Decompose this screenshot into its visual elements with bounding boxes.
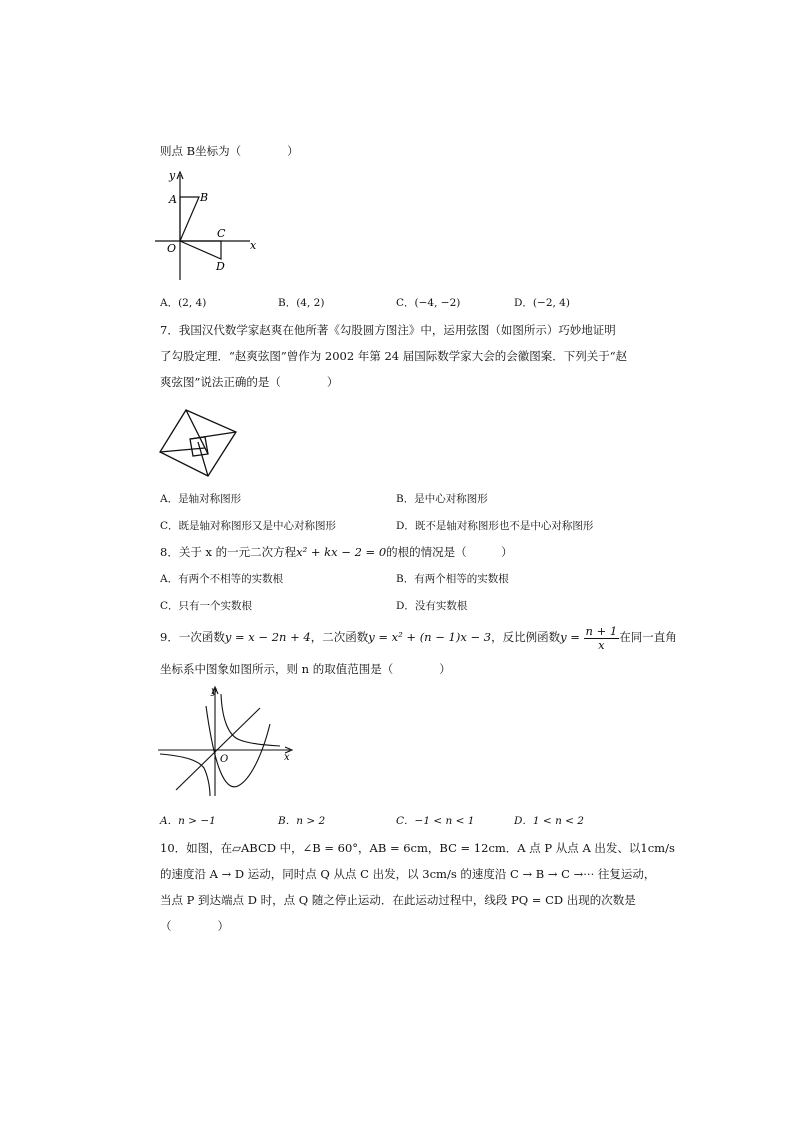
- q9-y-label: y: [211, 686, 217, 697]
- q9-eq3-lhs: y =: [560, 630, 580, 644]
- q8-equation: x² + kx − 2 = 0: [296, 545, 387, 559]
- q9-option-a: A．n > −1: [160, 815, 216, 827]
- q6-x-label: x: [250, 239, 257, 252]
- q10-line1: 10．如图，在▱ABCD 中，∠B = 60°，AB = 6cm，BC = 12cm．A 点 P 从点 A 出发、以1cm/s: [160, 841, 675, 855]
- q8-pre: 8．关于 x 的一元二次方程: [160, 545, 297, 559]
- q9-post: 在同一直角: [619, 630, 677, 644]
- q7-line1: 7．我国汉代数学家赵爽在他所著《勾股圆方图注》中，运用弦图（如图所示）巧妙地证明: [160, 323, 616, 337]
- q9-eq1: y = x − 2n + 4: [224, 630, 311, 644]
- q9-x-label: x: [284, 752, 290, 763]
- q9-option-d: D．1 < n < 2: [514, 815, 584, 827]
- q6-option-c: C．(−4, −2): [396, 297, 461, 309]
- q7-option-a: A．是轴对称图形: [160, 493, 242, 505]
- q6-O-label: O: [167, 242, 177, 255]
- q6-option-b: B．(4, 2): [278, 297, 325, 309]
- q7-option-b: B．是中心对称图形: [396, 493, 488, 505]
- q6-C-label: C: [217, 227, 226, 240]
- q9-mid2: ，反比例函数: [491, 630, 561, 644]
- q7-line3: 爽弦图”说法正确的是（ ）: [160, 375, 339, 389]
- q9-option-c: C．−1 < n < 1: [396, 815, 475, 827]
- q9-eq3-denominator: x: [598, 637, 605, 652]
- q8-option-a: A．有两个不相等的实数根: [160, 573, 284, 585]
- q6-option-d: D．(−2, 4): [514, 297, 570, 309]
- q8-post: 的根的情况是（ ）: [386, 545, 513, 559]
- q8-option-c: C．只有一个实数根: [160, 600, 253, 612]
- q9-eq2: y = x² + (n − 1)x − 3: [368, 630, 492, 644]
- q10-line3: 当点 P 到达端点 D 时，点 Q 随之停止运动．在此运动过程中，线段 PQ = CD 出现的次数是: [160, 893, 636, 907]
- q6-option-a: A．(2, 4): [160, 297, 207, 309]
- q7-line2: 了勾股定理．“赵爽弦图”曾作为 2002 年第 24 届国际数学家大会的会徽图案．下列关于“赵: [160, 349, 628, 363]
- q9-function-graph: [158, 684, 298, 799]
- q6-y-label: y: [169, 169, 176, 182]
- q7-option-c: C．既是轴对称图形又是中心对称图形: [160, 520, 337, 532]
- q9-mid: ，二次函数: [310, 630, 369, 644]
- q10-line4: （ ）: [160, 919, 229, 933]
- q10-line2: 的速度沿 A → D 运动，同时点 Q 从点 C 出发，以 3cm/s 的速度沿 C → B → C →··· 往复运动，: [160, 867, 656, 881]
- q7-option-d: D．既不是轴对称图形也不是中心对称图形: [396, 520, 594, 532]
- q8-option-b: B．有两个相等的实数根: [396, 573, 509, 585]
- q6-A-label: A: [169, 193, 177, 206]
- q9-line2: 坐标系中图象如图所示，则 n 的取值范围是（ ）: [160, 662, 451, 676]
- q8-stem: [160, 544, 513, 560]
- q6-D-label: D: [216, 260, 225, 273]
- q6-B-label: B: [200, 191, 209, 204]
- zhao-shuang-chord-figure: [158, 408, 238, 478]
- q9-option-b: B．n > 2: [278, 815, 326, 827]
- q9-stem: [160, 622, 677, 652]
- q6-stem: 则点 B坐标为（ ）: [160, 144, 299, 158]
- q9-pre: 9．一次函数: [160, 630, 225, 644]
- q8-option-d: D．没有实数根: [396, 600, 468, 612]
- q9-eq3-fraction: [584, 625, 620, 652]
- q6-coordinate-figure: [155, 165, 265, 280]
- q9-eq3-numerator: n + 1: [585, 623, 618, 638]
- q9-O-label: O: [220, 754, 229, 765]
